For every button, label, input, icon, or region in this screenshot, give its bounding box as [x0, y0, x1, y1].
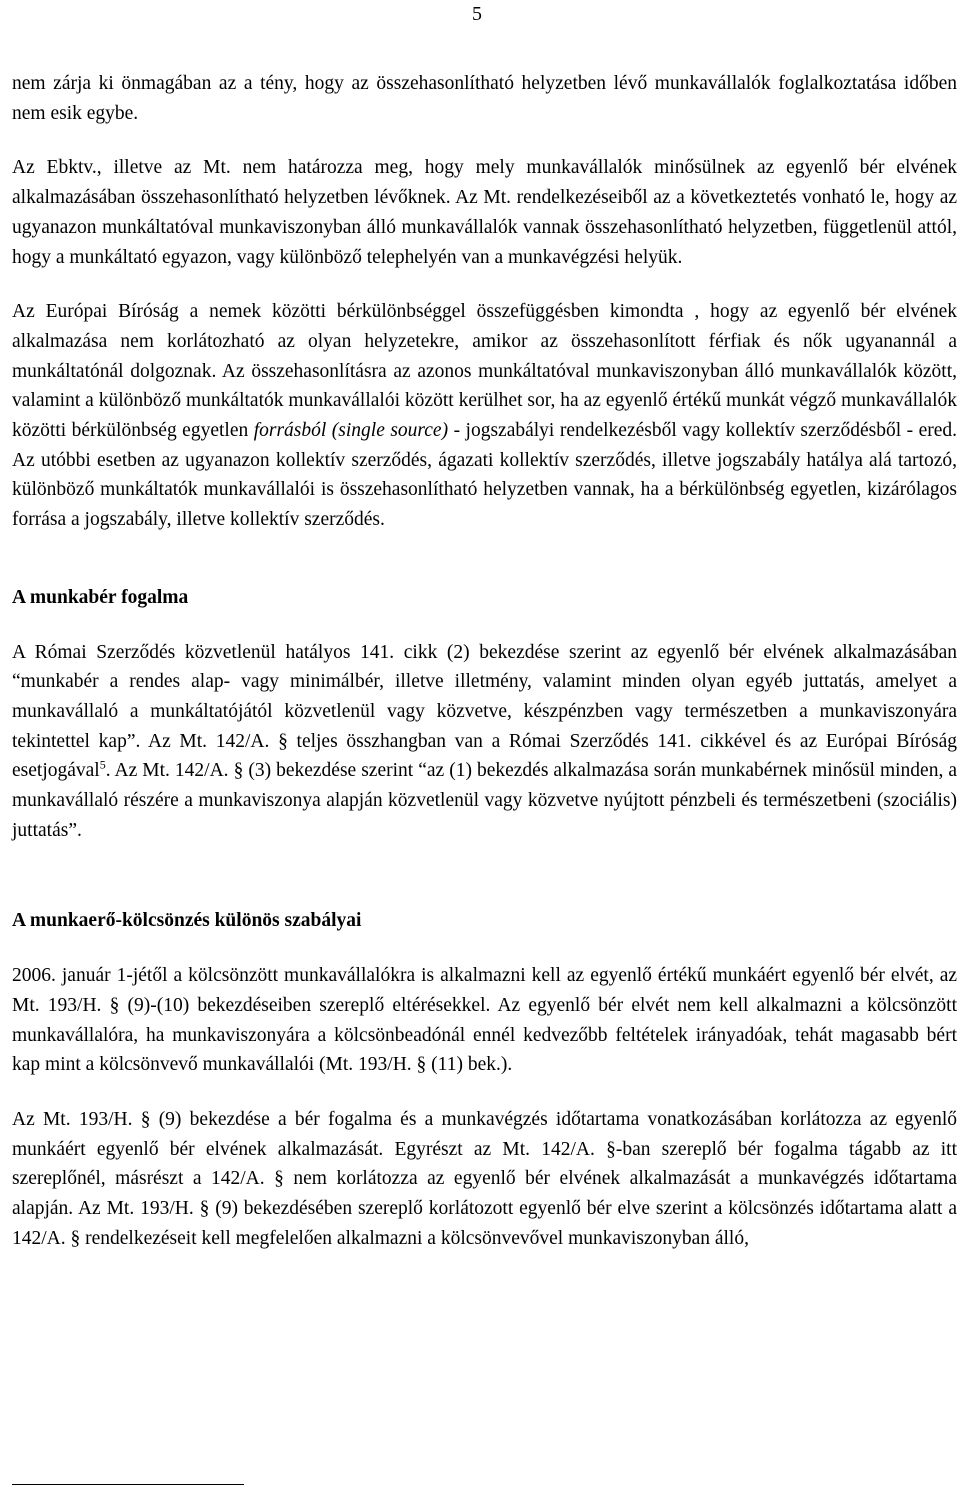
footnote-reference: 5: [99, 757, 106, 772]
paragraph-4-text-b: . Az Mt. 142/A. § (3) bekezdése szerint “az (1) bekezdés alkalmazása során munkabérnek minősül minden, a munkavállaló részére a munkaviszonya alapján közvetlenül vagy közvetve nyújtott pénzbeli és természetbeni (szociális) juttatás”.: [12, 760, 957, 841]
section-heading-kolcsonzes: A munkaerő-kölcsönzés különös szabályai: [12, 910, 362, 932]
paragraph-1: nem zárja ki önmagában az a tény, hogy az összehasonlítható helyzetben lévő munkavállalók foglalkoztatása időben nem esik egybe.: [12, 73, 957, 124]
paragraph-4: [12, 638, 957, 846]
page-number: 5: [472, 3, 482, 25]
paragraph-4-text-a: A Római Szerződés közvetlenül hatályos 141. cikk (2) bekezdése szerint az egyenlő bér elvének alkalmazásában “munkabér a rendes alap- vagy minimálbér, illetve illetmény, valamint minden olyan egyéb juttatás, amelyet a munkavállaló a munkáltatójától közvetlenül vagy közvetve, készpénzben vagy természetben a munkaviszonyára tekintettel kap”. Az Mt. 142/A. § teljes összhangban van a Római Szerződés 141. cikkével és az Európai Bíróság esetjogával: [12, 641, 957, 782]
document-body: [12, 69, 957, 1279]
paragraph-3-text-b: - jogszabályi rendelkezésből vagy kollektív szerződésből - ered. Az utóbbi esetben az ugyanazon kollektív szerződés, ágazati kollektív szerződés, illetve jogszabály hatálya alá tartozó, különböző munkáltatók munkavállalói is összehasonlítható helyzetben vannak, ha a bérkülönbség egyetlen, kizárólagos forrása a jogszabály, illetve kollektív szerződés.: [12, 420, 958, 531]
paragraph-5: 2006. január 1-jétől a kölcsönzött munkavállalókra is alkalmazni kell az egyenlő értékű munkáért egyenlő bér elvét, az Mt. 193/H. § (9)-(10) bekezdéseiben szereplő eltérésekkel. Az egyenlő bér elvét nem kell alkalmazni a kölcsönzött munkavállalóra, ha munkaviszonyára a kölcsönbeadónál ennél kedvezőbb feltételek irányadóak, tehát magasabb bért kap mint a kölcsönvevő munkavállalói (Mt. 193/H. § (11) bek.).: [12, 965, 957, 1076]
paragraph-2: Az Ebktv., illetve az Mt. nem határozza meg, hogy mely munkavállalók minősülnek az egyenlő bér elvének alkalmazásában összehasonlítható helyzetben lévőknek. Az Mt. rendelkezéseiből az a következtetés vonható le, hogy az ugyanazon munkáltatóval munkaviszonyban álló munkavállalók vannak összehasonlítható helyzetben, függetlenül attól, hogy a munkáltató egyazon, vagy különböző telephelyén van a munkavégzési helyük.: [12, 157, 957, 268]
paragraph-6: Az Mt. 193/H. § (9) bekezdése a bér fogalma és a munkavégzés időtartama vonatkozásában korlátozza az egyenlő munkáért egyenlő bér elvének alkalmazását. Egyrészt az Mt. 142/A. §-ban szereplő bér fogalma tágabb az itt szereplőnél, másrészt a 142/A. § nem korlátozza az egyenlő bér elvének alkalmazását a munkavégzés időtartama alapján. Az Mt. 193/H. § (9) bekezdésében szereplő korlátozott egyenlő bér elve szerint a kölcsönzés időtartama alatt a 142/A. § rendelkezéseit kell megfelelően alkalmazni a kölcsönvevővel munkaviszonyban álló,: [12, 1108, 957, 1249]
paragraph-3-text-a: Az Európai Bíróság a nemek közötti bérkülönbséggel összefüggésben kimondta , hogy az egyenlő bér elvének alkalmazása nem korlátozható az olyan helyzetekre, amikor az összehasonlított férfiak és nők ugyanannál a munkáltatónál dolgoznak. Az összehasonlításra az azonos munkáltatóval munkaviszonyban álló munkavállalók között, valamint a különböző munkáltatók munkavállalói között kerülhet sor, ha az egyenlő értékű munkát végző munkavállalók közötti bérkülönbség egyetlen: [12, 301, 957, 442]
paragraph-3: [12, 297, 957, 535]
section-heading-munkaber: A munkabér fogalma: [12, 586, 189, 608]
paragraph-3-emphasis: forrásból (single source): [253, 420, 449, 442]
footnote-separator: [12, 1484, 244, 1485]
